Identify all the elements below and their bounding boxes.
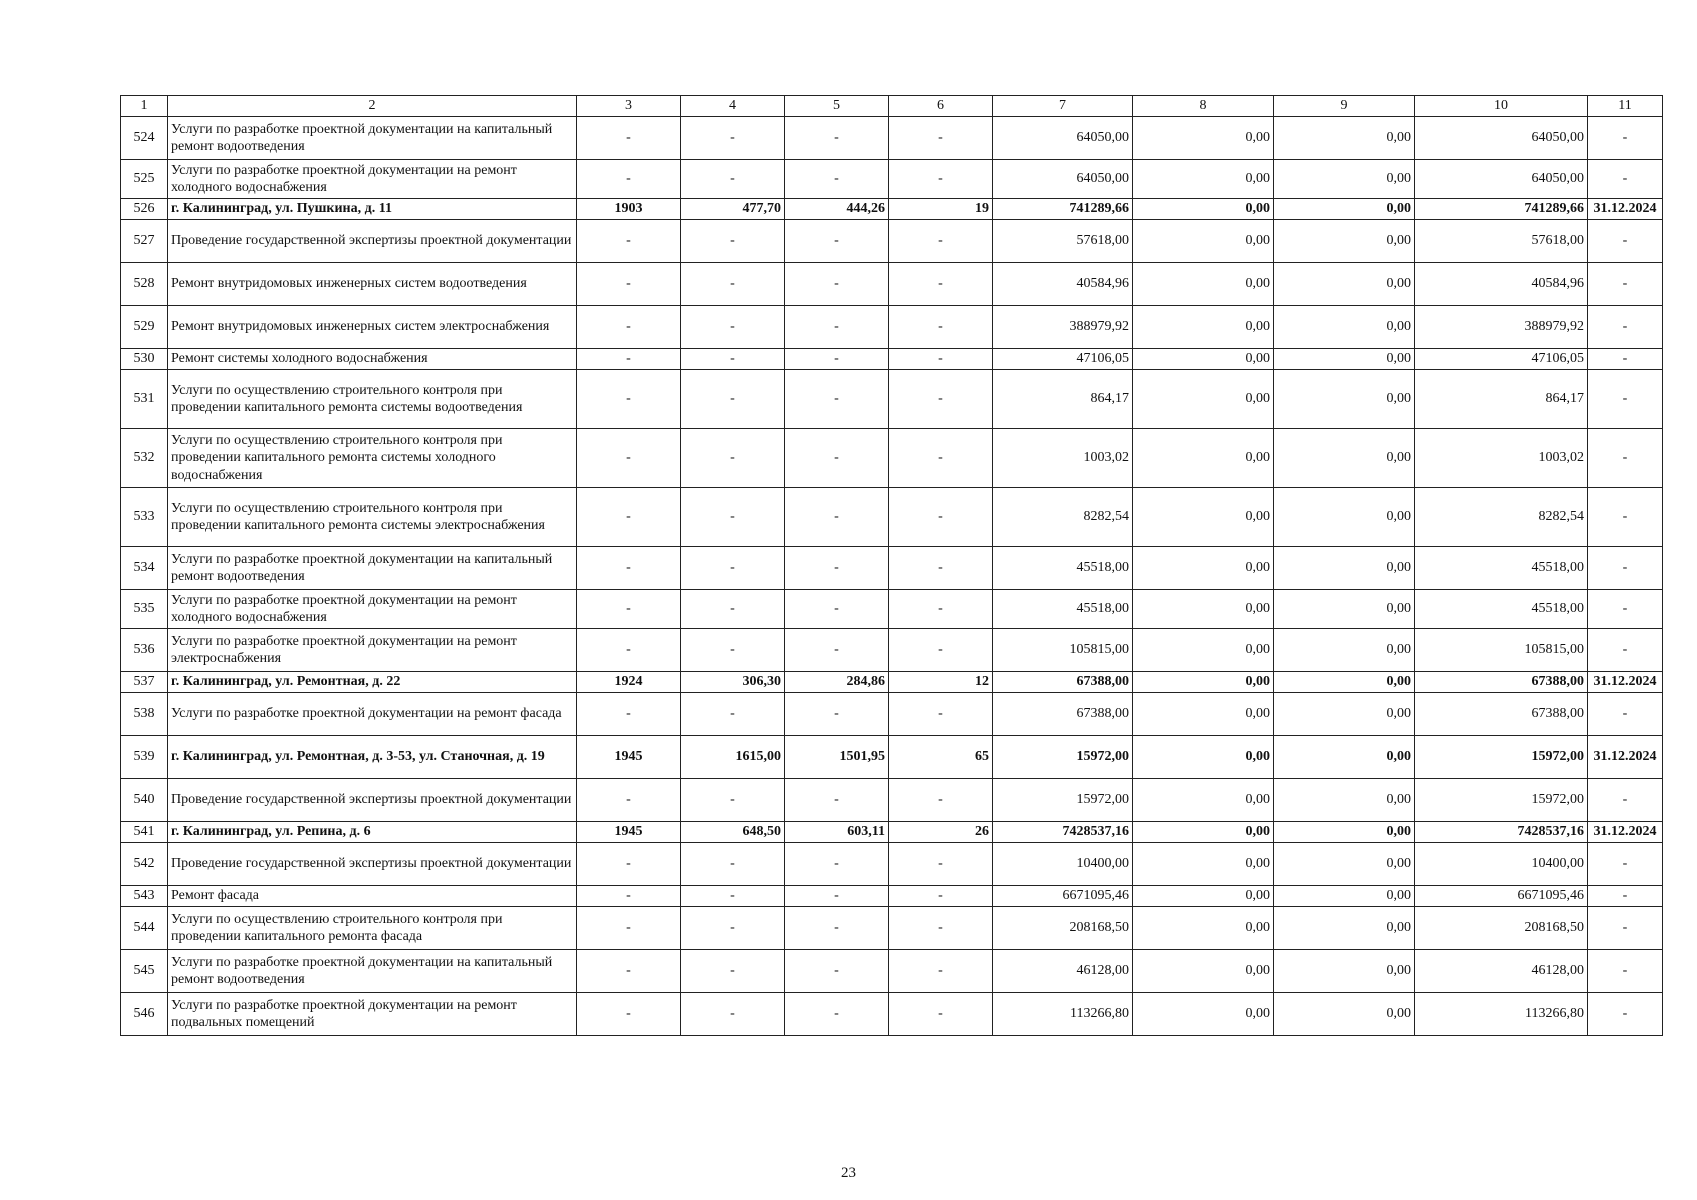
cell-col9: 0,00 bbox=[1274, 779, 1415, 822]
table-row bbox=[121, 429, 1663, 488]
cell-col9: 0,00 bbox=[1274, 370, 1415, 429]
cell-col9: 0,00 bbox=[1274, 886, 1415, 907]
column-header: 5 bbox=[785, 96, 889, 117]
cell-col3: - bbox=[577, 779, 681, 822]
cell-col4: - bbox=[681, 488, 785, 547]
row-number: 526 bbox=[121, 199, 168, 220]
cell-col6: - bbox=[889, 263, 993, 306]
cell-col5: - bbox=[785, 547, 889, 590]
cell-col8: 0,00 bbox=[1133, 547, 1274, 590]
cell-col5: - bbox=[785, 993, 889, 1036]
cell-col4: - bbox=[681, 220, 785, 263]
cell-col10: 46128,00 bbox=[1415, 950, 1588, 993]
cell-col11: - bbox=[1588, 160, 1663, 199]
cell-col8: 0,00 bbox=[1133, 907, 1274, 950]
cell-col11: - bbox=[1588, 370, 1663, 429]
cell-col10: 57618,00 bbox=[1415, 220, 1588, 263]
cell-col5: - bbox=[785, 429, 889, 488]
cell-col11: - bbox=[1588, 907, 1663, 950]
cell-col9: 0,00 bbox=[1274, 349, 1415, 370]
cell-col10: 105815,00 bbox=[1415, 629, 1588, 672]
data-table bbox=[120, 95, 1663, 1036]
cell-col9: 0,00 bbox=[1274, 160, 1415, 199]
cell-col9: 0,00 bbox=[1274, 488, 1415, 547]
cell-col8: 0,00 bbox=[1133, 306, 1274, 349]
cell-col7: 1003,02 bbox=[993, 429, 1133, 488]
cell-col11: - bbox=[1588, 993, 1663, 1036]
cell-col10: 64050,00 bbox=[1415, 160, 1588, 199]
row-number: 535 bbox=[121, 590, 168, 629]
row-number: 543 bbox=[121, 886, 168, 907]
cell-col4: - bbox=[681, 779, 785, 822]
cell-col6: - bbox=[889, 590, 993, 629]
cell-col8: 0,00 bbox=[1133, 488, 1274, 547]
column-header: 8 bbox=[1133, 96, 1274, 117]
cell-col3: - bbox=[577, 220, 681, 263]
row-name: г. Калининград, ул. Репина, д. 6 bbox=[168, 822, 577, 843]
cell-col9: 0,00 bbox=[1274, 199, 1415, 220]
cell-col10: 7428537,16 bbox=[1415, 822, 1588, 843]
cell-col4: - bbox=[681, 886, 785, 907]
cell-col8: 0,00 bbox=[1133, 429, 1274, 488]
cell-col5: - bbox=[785, 117, 889, 160]
row-number: 532 bbox=[121, 429, 168, 488]
table-header bbox=[121, 96, 1663, 117]
cell-col6: - bbox=[889, 950, 993, 993]
cell-col4: - bbox=[681, 547, 785, 590]
cell-col8: 0,00 bbox=[1133, 199, 1274, 220]
cell-col3: - bbox=[577, 629, 681, 672]
cell-col7: 45518,00 bbox=[993, 547, 1133, 590]
row-name: Услуги по разработке проектной документации на ремонт холодного водоснабжения bbox=[168, 590, 577, 629]
cell-col7: 10400,00 bbox=[993, 843, 1133, 886]
cell-col5: - bbox=[785, 220, 889, 263]
row-number: 540 bbox=[121, 779, 168, 822]
cell-col6: - bbox=[889, 370, 993, 429]
row-name: Услуги по осуществлению строительного контроля при проведении капитального ремонта системы холодного водоснабжения bbox=[168, 429, 577, 488]
cell-col4: - bbox=[681, 993, 785, 1036]
cell-col7: 67388,00 bbox=[993, 693, 1133, 736]
cell-col9: 0,00 bbox=[1274, 907, 1415, 950]
cell-col9: 0,00 bbox=[1274, 693, 1415, 736]
cell-col9: 0,00 bbox=[1274, 950, 1415, 993]
row-name: г. Калининград, ул. Ремонтная, д. 3-53, ул. Станочная, д. 19 bbox=[168, 736, 577, 779]
cell-col4: 648,50 bbox=[681, 822, 785, 843]
cell-col8: 0,00 bbox=[1133, 117, 1274, 160]
cell-col11: 31.12.2024 bbox=[1588, 822, 1663, 843]
cell-col7: 113266,80 bbox=[993, 993, 1133, 1036]
column-header: 10 bbox=[1415, 96, 1588, 117]
row-number: 531 bbox=[121, 370, 168, 429]
cell-col4: - bbox=[681, 907, 785, 950]
cell-col8: 0,00 bbox=[1133, 370, 1274, 429]
cell-col3: - bbox=[577, 429, 681, 488]
row-number: 530 bbox=[121, 349, 168, 370]
cell-col11: - bbox=[1588, 779, 1663, 822]
table-row bbox=[121, 306, 1663, 349]
cell-col9: 0,00 bbox=[1274, 429, 1415, 488]
cell-col8: 0,00 bbox=[1133, 779, 1274, 822]
cell-col5: - bbox=[785, 349, 889, 370]
cell-col9: 0,00 bbox=[1274, 993, 1415, 1036]
cell-col11: - bbox=[1588, 590, 1663, 629]
cell-col8: 0,00 bbox=[1133, 263, 1274, 306]
cell-col9: 0,00 bbox=[1274, 306, 1415, 349]
row-number: 529 bbox=[121, 306, 168, 349]
cell-col7: 40584,96 bbox=[993, 263, 1133, 306]
row-number: 527 bbox=[121, 220, 168, 263]
row-name: г. Калининград, ул. Ремонтная, д. 22 bbox=[168, 672, 577, 693]
row-name: Услуги по осуществлению строительного контроля при проведении капитального ремонта системы электроснабжения bbox=[168, 488, 577, 547]
address-row bbox=[121, 822, 1663, 843]
cell-col3: - bbox=[577, 950, 681, 993]
cell-col6: - bbox=[889, 160, 993, 199]
cell-col5: - bbox=[785, 488, 889, 547]
row-name: Услуги по разработке проектной документации на ремонт фасада bbox=[168, 693, 577, 736]
cell-col3: 1945 bbox=[577, 736, 681, 779]
cell-col7: 208168,50 bbox=[993, 907, 1133, 950]
cell-col11: - bbox=[1588, 693, 1663, 736]
column-header: 6 bbox=[889, 96, 993, 117]
cell-col6: - bbox=[889, 779, 993, 822]
cell-col4: - bbox=[681, 263, 785, 306]
cell-col10: 113266,80 bbox=[1415, 993, 1588, 1036]
cell-col5: - bbox=[785, 950, 889, 993]
cell-col4: - bbox=[681, 370, 785, 429]
cell-col4: - bbox=[681, 693, 785, 736]
cell-col6: - bbox=[889, 843, 993, 886]
column-header: 4 bbox=[681, 96, 785, 117]
cell-col4: - bbox=[681, 629, 785, 672]
cell-col8: 0,00 bbox=[1133, 590, 1274, 629]
cell-col5: 444,26 bbox=[785, 199, 889, 220]
cell-col3: - bbox=[577, 488, 681, 547]
cell-col4: 306,30 bbox=[681, 672, 785, 693]
cell-col4: - bbox=[681, 160, 785, 199]
cell-col6: - bbox=[889, 907, 993, 950]
cell-col3: - bbox=[577, 843, 681, 886]
table-row bbox=[121, 907, 1663, 950]
cell-col3: - bbox=[577, 263, 681, 306]
page-number: 23 bbox=[841, 1165, 856, 1181]
cell-col7: 864,17 bbox=[993, 370, 1133, 429]
row-name: Проведение государственной экспертизы проектной документации bbox=[168, 843, 577, 886]
cell-col7: 47106,05 bbox=[993, 349, 1133, 370]
cell-col7: 105815,00 bbox=[993, 629, 1133, 672]
cell-col5: - bbox=[785, 160, 889, 199]
cell-col3: - bbox=[577, 886, 681, 907]
row-number: 537 bbox=[121, 672, 168, 693]
cell-col3: - bbox=[577, 370, 681, 429]
cell-col10: 10400,00 bbox=[1415, 843, 1588, 886]
column-header: 11 bbox=[1588, 96, 1663, 117]
row-name: Ремонт системы холодного водоснабжения bbox=[168, 349, 577, 370]
row-number: 539 bbox=[121, 736, 168, 779]
cell-col6: - bbox=[889, 117, 993, 160]
cell-col7: 46128,00 bbox=[993, 950, 1133, 993]
cell-col6: - bbox=[889, 993, 993, 1036]
cell-col7: 67388,00 bbox=[993, 672, 1133, 693]
cell-col10: 47106,05 bbox=[1415, 349, 1588, 370]
cell-col10: 15972,00 bbox=[1415, 779, 1588, 822]
cell-col7: 15972,00 bbox=[993, 736, 1133, 779]
cell-col7: 741289,66 bbox=[993, 199, 1133, 220]
cell-col6: - bbox=[889, 629, 993, 672]
cell-col9: 0,00 bbox=[1274, 843, 1415, 886]
cell-col6: - bbox=[889, 693, 993, 736]
cell-col10: 1003,02 bbox=[1415, 429, 1588, 488]
column-header: 9 bbox=[1274, 96, 1415, 117]
cell-col3: - bbox=[577, 907, 681, 950]
cell-col6: - bbox=[889, 886, 993, 907]
cell-col5: - bbox=[785, 306, 889, 349]
cell-col9: 0,00 bbox=[1274, 263, 1415, 306]
cell-col10: 64050,00 bbox=[1415, 117, 1588, 160]
cell-col3: 1945 bbox=[577, 822, 681, 843]
cell-col7: 64050,00 bbox=[993, 117, 1133, 160]
cell-col10: 67388,00 bbox=[1415, 693, 1588, 736]
table-row bbox=[121, 629, 1663, 672]
table-body bbox=[121, 117, 1663, 1036]
cell-col4: 477,70 bbox=[681, 199, 785, 220]
cell-col5: - bbox=[785, 843, 889, 886]
cell-col9: 0,00 bbox=[1274, 220, 1415, 263]
cell-col10: 388979,92 bbox=[1415, 306, 1588, 349]
row-number: 538 bbox=[121, 693, 168, 736]
cell-col10: 6671095,46 bbox=[1415, 886, 1588, 907]
cell-col4: - bbox=[681, 843, 785, 886]
table-row bbox=[121, 693, 1663, 736]
cell-col5: - bbox=[785, 693, 889, 736]
row-number: 524 bbox=[121, 117, 168, 160]
cell-col8: 0,00 bbox=[1133, 736, 1274, 779]
cell-col6: - bbox=[889, 220, 993, 263]
cell-col3: - bbox=[577, 993, 681, 1036]
cell-col3: - bbox=[577, 349, 681, 370]
cell-col11: - bbox=[1588, 349, 1663, 370]
cell-col5: - bbox=[785, 370, 889, 429]
cell-col3: - bbox=[577, 693, 681, 736]
cell-col9: 0,00 bbox=[1274, 672, 1415, 693]
cell-col4: - bbox=[681, 349, 785, 370]
cell-col8: 0,00 bbox=[1133, 950, 1274, 993]
cell-col11: - bbox=[1588, 429, 1663, 488]
table-row bbox=[121, 220, 1663, 263]
cell-col8: 0,00 bbox=[1133, 843, 1274, 886]
cell-col11: - bbox=[1588, 306, 1663, 349]
row-number: 534 bbox=[121, 547, 168, 590]
cell-col3: - bbox=[577, 160, 681, 199]
cell-col6: - bbox=[889, 306, 993, 349]
cell-col6: 26 bbox=[889, 822, 993, 843]
cell-col8: 0,00 bbox=[1133, 160, 1274, 199]
cell-col10: 67388,00 bbox=[1415, 672, 1588, 693]
cell-col9: 0,00 bbox=[1274, 117, 1415, 160]
cell-col11: - bbox=[1588, 629, 1663, 672]
cell-col7: 57618,00 bbox=[993, 220, 1133, 263]
cell-col9: 0,00 bbox=[1274, 590, 1415, 629]
cell-col10: 45518,00 bbox=[1415, 590, 1588, 629]
table-row bbox=[121, 886, 1663, 907]
cell-col11: - bbox=[1588, 843, 1663, 886]
row-name: Ремонт внутридомовых инженерных систем электроснабжения bbox=[168, 306, 577, 349]
table-row bbox=[121, 843, 1663, 886]
cell-col3: 1924 bbox=[577, 672, 681, 693]
table-row bbox=[121, 993, 1663, 1036]
cell-col10: 15972,00 bbox=[1415, 736, 1588, 779]
row-number: 528 bbox=[121, 263, 168, 306]
cell-col8: 0,00 bbox=[1133, 349, 1274, 370]
row-name: Услуги по разработке проектной документации на капитальный ремонт водоотведения bbox=[168, 950, 577, 993]
table-row bbox=[121, 779, 1663, 822]
row-name: Услуги по разработке проектной документации на ремонт электроснабжения bbox=[168, 629, 577, 672]
row-name: г. Калининград, ул. Пушкина, д. 11 bbox=[168, 199, 577, 220]
row-name: Услуги по разработке проектной документации на капитальный ремонт водоотведения bbox=[168, 117, 577, 160]
row-name: Ремонт внутридомовых инженерных систем водоотведения bbox=[168, 263, 577, 306]
cell-col5: - bbox=[785, 629, 889, 672]
row-number: 525 bbox=[121, 160, 168, 199]
cell-col8: 0,00 bbox=[1133, 822, 1274, 843]
cell-col4: - bbox=[681, 429, 785, 488]
cell-col7: 64050,00 bbox=[993, 160, 1133, 199]
table-row bbox=[121, 160, 1663, 199]
row-name: Проведение государственной экспертизы проектной документации bbox=[168, 779, 577, 822]
cell-col6: 12 bbox=[889, 672, 993, 693]
cell-col7: 6671095,46 bbox=[993, 886, 1133, 907]
address-row bbox=[121, 736, 1663, 779]
table-row bbox=[121, 547, 1663, 590]
cell-col6: 19 bbox=[889, 199, 993, 220]
cell-col7: 388979,92 bbox=[993, 306, 1133, 349]
cell-col5: 603,11 bbox=[785, 822, 889, 843]
cell-col4: - bbox=[681, 950, 785, 993]
address-row bbox=[121, 199, 1663, 220]
table-row bbox=[121, 349, 1663, 370]
cell-col10: 208168,50 bbox=[1415, 907, 1588, 950]
cell-col9: 0,00 bbox=[1274, 629, 1415, 672]
cell-col9: 0,00 bbox=[1274, 822, 1415, 843]
row-number: 545 bbox=[121, 950, 168, 993]
cell-col9: 0,00 bbox=[1274, 547, 1415, 590]
cell-col8: 0,00 bbox=[1133, 672, 1274, 693]
row-number: 544 bbox=[121, 907, 168, 950]
cell-col5: 284,86 bbox=[785, 672, 889, 693]
table-row bbox=[121, 950, 1663, 993]
table-row bbox=[121, 488, 1663, 547]
cell-col11: - bbox=[1588, 117, 1663, 160]
cell-col11: - bbox=[1588, 220, 1663, 263]
cell-col6: - bbox=[889, 488, 993, 547]
cell-col11: 31.12.2024 bbox=[1588, 672, 1663, 693]
cell-col6: - bbox=[889, 349, 993, 370]
row-number: 536 bbox=[121, 629, 168, 672]
cell-col9: 0,00 bbox=[1274, 736, 1415, 779]
cell-col8: 0,00 bbox=[1133, 886, 1274, 907]
column-header: 1 bbox=[121, 96, 168, 117]
column-header: 2 bbox=[168, 96, 577, 117]
cell-col10: 864,17 bbox=[1415, 370, 1588, 429]
cell-col6: - bbox=[889, 547, 993, 590]
cell-col11: - bbox=[1588, 950, 1663, 993]
table-row bbox=[121, 263, 1663, 306]
cell-col10: 40584,96 bbox=[1415, 263, 1588, 306]
row-number: 533 bbox=[121, 488, 168, 547]
cell-col7: 7428537,16 bbox=[993, 822, 1133, 843]
row-name: Проведение государственной экспертизы проектной документации bbox=[168, 220, 577, 263]
cell-col5: 1501,95 bbox=[785, 736, 889, 779]
cell-col6: - bbox=[889, 429, 993, 488]
table-row bbox=[121, 590, 1663, 629]
cell-col5: - bbox=[785, 590, 889, 629]
row-name: Услуги по осуществлению строительного контроля при проведении капитального ремонта фасада bbox=[168, 907, 577, 950]
cell-col11: 31.12.2024 bbox=[1588, 199, 1663, 220]
cell-col3: 1903 bbox=[577, 199, 681, 220]
row-name: Услуги по разработке проектной документации на капитальный ремонт водоотведения bbox=[168, 547, 577, 590]
cell-col6: 65 bbox=[889, 736, 993, 779]
cell-col3: - bbox=[577, 547, 681, 590]
cell-col4: - bbox=[681, 590, 785, 629]
cell-col10: 741289,66 bbox=[1415, 199, 1588, 220]
cell-col11: 31.12.2024 bbox=[1588, 736, 1663, 779]
table-row bbox=[121, 370, 1663, 429]
row-name: Услуги по осуществлению строительного контроля при проведении капитального ремонта системы водоотведения bbox=[168, 370, 577, 429]
row-name: Услуги по разработке проектной документации на ремонт холодного водоснабжения bbox=[168, 160, 577, 199]
cell-col8: 0,00 bbox=[1133, 693, 1274, 736]
cell-col5: - bbox=[785, 263, 889, 306]
row-number: 541 bbox=[121, 822, 168, 843]
table-row bbox=[121, 117, 1663, 160]
cell-col5: - bbox=[785, 779, 889, 822]
row-name: Услуги по разработке проектной документации на ремонт подвальных помещений bbox=[168, 993, 577, 1036]
cell-col4: 1615,00 bbox=[681, 736, 785, 779]
cell-col3: - bbox=[577, 117, 681, 160]
cell-col8: 0,00 bbox=[1133, 220, 1274, 263]
row-number: 546 bbox=[121, 993, 168, 1036]
cell-col11: - bbox=[1588, 263, 1663, 306]
row-number: 542 bbox=[121, 843, 168, 886]
cell-col8: 0,00 bbox=[1133, 629, 1274, 672]
cell-col3: - bbox=[577, 306, 681, 349]
cell-col3: - bbox=[577, 590, 681, 629]
column-header: 3 bbox=[577, 96, 681, 117]
cell-col10: 45518,00 bbox=[1415, 547, 1588, 590]
cell-col5: - bbox=[785, 907, 889, 950]
cell-col5: - bbox=[785, 886, 889, 907]
cell-col7: 15972,00 bbox=[993, 779, 1133, 822]
cell-col11: - bbox=[1588, 886, 1663, 907]
cell-col7: 45518,00 bbox=[993, 590, 1133, 629]
cell-col11: - bbox=[1588, 547, 1663, 590]
cell-col4: - bbox=[681, 306, 785, 349]
column-header: 7 bbox=[993, 96, 1133, 117]
cell-col7: 8282,54 bbox=[993, 488, 1133, 547]
cell-col4: - bbox=[681, 117, 785, 160]
address-row bbox=[121, 672, 1663, 693]
cell-col10: 8282,54 bbox=[1415, 488, 1588, 547]
cell-col8: 0,00 bbox=[1133, 993, 1274, 1036]
header-row bbox=[121, 96, 1663, 117]
cell-col11: - bbox=[1588, 488, 1663, 547]
row-name: Ремонт фасада bbox=[168, 886, 577, 907]
